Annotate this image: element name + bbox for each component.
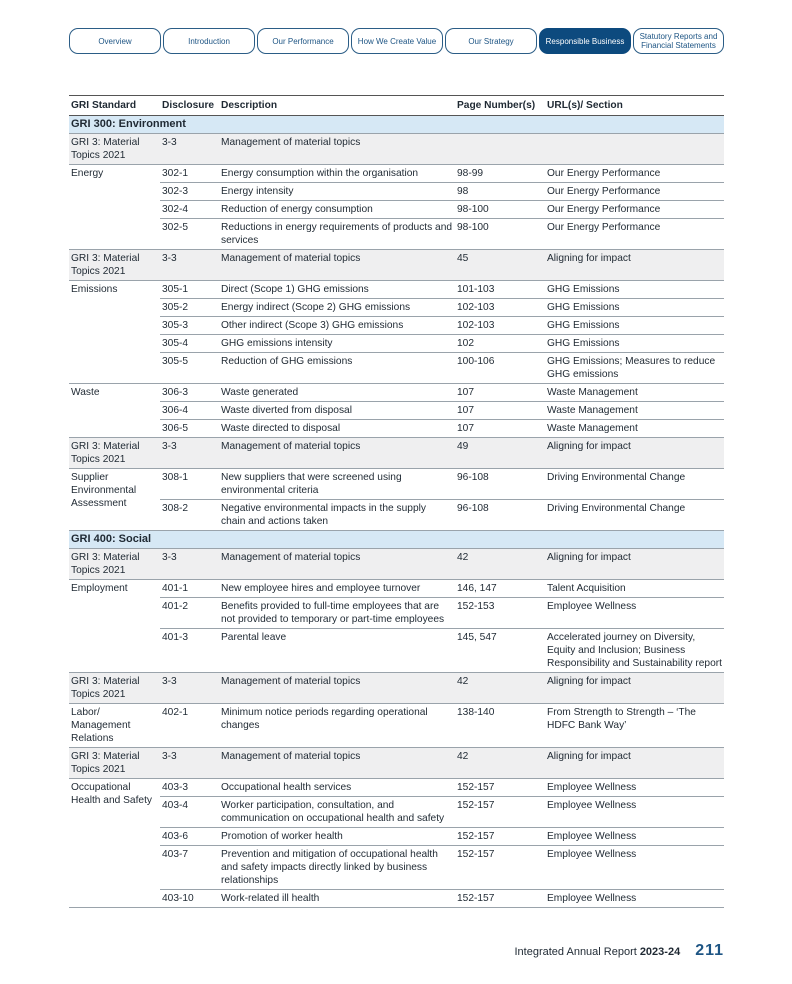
table-row: [69, 353, 724, 384]
cell-url-section: GHG Emissions: [545, 317, 724, 335]
cell-url-section: Employee Wellness: [545, 890, 724, 908]
cell-disclosure: 401-3: [160, 629, 219, 673]
cell-description: Management of material topics: [219, 438, 455, 469]
cell-url-section: Aligning for impact: [545, 549, 724, 580]
cell-description: Minimum notice periods regarding operational changes: [219, 704, 455, 748]
cell-page-numbers: 49: [455, 438, 545, 469]
cell-gri-standard: GRI 3: Material Topics 2021: [69, 438, 160, 469]
table-row: [69, 797, 724, 828]
report-title: Integrated Annual Report: [514, 946, 637, 958]
cell-disclosure: 306-5: [160, 420, 219, 438]
cell-disclosure: 403-3: [160, 779, 219, 797]
cell-description: Management of material topics: [219, 673, 455, 704]
cell-description: Occupational health services: [219, 779, 455, 797]
cell-disclosure: 3-3: [160, 250, 219, 281]
table-row: [69, 281, 724, 299]
table-row: [69, 165, 724, 183]
cell-description: Benefits provided to full-time employees that are not provided to temporary or part-time employees: [219, 598, 455, 629]
cell-description: Energy indirect (Scope 2) GHG emissions: [219, 299, 455, 317]
cell-page-numbers: 138-140: [455, 704, 545, 748]
cell-page-numbers: [455, 134, 545, 165]
cell-description: Work-related ill health: [219, 890, 455, 908]
cell-page-numbers: 98-99: [455, 165, 545, 183]
cell-description: New suppliers that were screened using environmental criteria: [219, 469, 455, 500]
section-nav: [69, 28, 724, 54]
cell-description: Management of material topics: [219, 549, 455, 580]
cell-description: GHG emissions intensity: [219, 335, 455, 353]
nav-tab-responsible-business[interactable]: Responsible Business: [539, 28, 631, 54]
cell-description: Worker participation, consultation, and communication on occupational health and safety: [219, 797, 455, 828]
cell-url-section: Waste Management: [545, 420, 724, 438]
cell-page-numbers: 42: [455, 748, 545, 779]
table-row: [69, 420, 724, 438]
cell-url-section: From Strength to Strength – ‘The HDFC Bank Way’: [545, 704, 724, 748]
cell-gri-standard: Labor/ Management Relations: [69, 704, 160, 748]
cell-url-section: Employee Wellness: [545, 797, 724, 828]
cell-page-numbers: 152-153: [455, 598, 545, 629]
cell-page-numbers: 152-157: [455, 846, 545, 890]
cell-disclosure: 3-3: [160, 673, 219, 704]
cell-page-numbers: 146, 147: [455, 580, 545, 598]
cell-page-numbers: 152-157: [455, 828, 545, 846]
cell-disclosure: 302-3: [160, 183, 219, 201]
cell-url-section: Employee Wellness: [545, 598, 724, 629]
table-row: [69, 384, 724, 402]
cell-page-numbers: 98: [455, 183, 545, 201]
table-header-row: [69, 96, 724, 116]
cell-url-section: Accelerated journey on Diversity, Equity and Inclusion; Business Responsibility and Sustainability report: [545, 629, 724, 673]
cell-page-numbers: 98-100: [455, 219, 545, 250]
table-row: [69, 673, 724, 704]
cell-url-section: GHG Emissions: [545, 335, 724, 353]
table-row: [69, 704, 724, 748]
cell-page-numbers: 102: [455, 335, 545, 353]
table-row: [69, 317, 724, 335]
cell-description: Parental leave: [219, 629, 455, 673]
gri-index-table: [69, 95, 724, 908]
cell-disclosure: 306-4: [160, 402, 219, 420]
table-row: [69, 629, 724, 673]
section-header-row: [69, 531, 724, 549]
cell-disclosure: 302-4: [160, 201, 219, 219]
cell-gri-standard: GRI 3: Material Topics 2021: [69, 549, 160, 580]
cell-disclosure: 401-2: [160, 598, 219, 629]
table-row: [69, 828, 724, 846]
cell-page-numbers: 107: [455, 420, 545, 438]
cell-description: Direct (Scope 1) GHG emissions: [219, 281, 455, 299]
cell-page-numbers: 96-108: [455, 500, 545, 531]
section-title: GRI 300: Environment: [69, 116, 724, 134]
cell-page-numbers: 102-103: [455, 317, 545, 335]
cell-description: Waste generated: [219, 384, 455, 402]
cell-description: New employee hires and employee turnover: [219, 580, 455, 598]
table-row: [69, 183, 724, 201]
cell-gri-standard: Energy: [69, 165, 160, 250]
cell-url-section: Our Energy Performance: [545, 219, 724, 250]
cell-page-numbers: 42: [455, 549, 545, 580]
table-row: [69, 402, 724, 420]
cell-description: Waste diverted from disposal: [219, 402, 455, 420]
table-row: [69, 299, 724, 317]
cell-page-numbers: 98-100: [455, 201, 545, 219]
table-row: [69, 748, 724, 779]
cell-page-numbers: 107: [455, 402, 545, 420]
cell-url-section: Talent Acquisition: [545, 580, 724, 598]
table-row: [69, 335, 724, 353]
table-row: [69, 134, 724, 165]
cell-page-numbers: 152-157: [455, 797, 545, 828]
cell-disclosure: 305-1: [160, 281, 219, 299]
cell-disclosure: 403-7: [160, 846, 219, 890]
nav-tab-introduction[interactable]: Introduction: [163, 28, 255, 54]
table-row: [69, 500, 724, 531]
cell-disclosure: 305-2: [160, 299, 219, 317]
cell-url-section: Aligning for impact: [545, 673, 724, 704]
cell-disclosure: 3-3: [160, 134, 219, 165]
cell-page-numbers: 152-157: [455, 779, 545, 797]
page-number: 211: [695, 942, 724, 959]
table-row: [69, 201, 724, 219]
table-row: [69, 598, 724, 629]
table-row: [69, 469, 724, 500]
cell-page-numbers: 101-103: [455, 281, 545, 299]
cell-url-section: Aligning for impact: [545, 748, 724, 779]
cell-page-numbers: 96-108: [455, 469, 545, 500]
header-url-section: URL(s)/ Section: [545, 96, 724, 116]
section-title: GRI 400: Social: [69, 531, 724, 549]
header-page-numbers: Page Number(s): [455, 96, 545, 116]
cell-gri-standard: Occupational Health and Safety: [69, 779, 160, 908]
cell-description: Prevention and mitigation of occupational health and safety impacts directly linked by business relationships: [219, 846, 455, 890]
table-row: [69, 890, 724, 908]
cell-gri-standard: Supplier Environmental Assessment: [69, 469, 160, 531]
cell-disclosure: 302-5: [160, 219, 219, 250]
header-disclosure: Disclosure: [160, 96, 219, 116]
cell-description: Management of material topics: [219, 748, 455, 779]
table-row: [69, 219, 724, 250]
cell-gri-standard: Employment: [69, 580, 160, 673]
cell-page-numbers: 45: [455, 250, 545, 281]
cell-url-section: Employee Wellness: [545, 846, 724, 890]
cell-description: Management of material topics: [219, 134, 455, 165]
cell-url-section: Our Energy Performance: [545, 165, 724, 183]
table-row: [69, 549, 724, 580]
cell-url-section: GHG Emissions: [545, 281, 724, 299]
cell-disclosure: 403-6: [160, 828, 219, 846]
cell-url-section: Employee Wellness: [545, 828, 724, 846]
cell-description: Reductions in energy requirements of products and services: [219, 219, 455, 250]
cell-description: Energy intensity: [219, 183, 455, 201]
cell-gri-standard: Emissions: [69, 281, 160, 384]
nav-tab-statutory-reports-and-financial-statements[interactable]: Statutory Reports and Financial Statements: [633, 28, 724, 54]
header-gri-standard: GRI Standard: [69, 96, 160, 116]
cell-description: Promotion of worker health: [219, 828, 455, 846]
table-row: [69, 846, 724, 890]
cell-disclosure: 305-3: [160, 317, 219, 335]
cell-disclosure: 3-3: [160, 748, 219, 779]
cell-url-section: Our Energy Performance: [545, 201, 724, 219]
nav-tab-our-performance[interactable]: Our Performance: [257, 28, 349, 54]
cell-gri-standard: GRI 3: Material Topics 2021: [69, 134, 160, 165]
cell-disclosure: 402-1: [160, 704, 219, 748]
cell-page-numbers: 102-103: [455, 299, 545, 317]
cell-disclosure: 306-3: [160, 384, 219, 402]
cell-disclosure: 403-4: [160, 797, 219, 828]
table-row: [69, 580, 724, 598]
page-footer: [515, 942, 725, 960]
header-description: Description: [219, 96, 455, 116]
nav-tab-how-we-create-value[interactable]: How We Create Value: [351, 28, 443, 54]
cell-url-section: Our Energy Performance: [545, 183, 724, 201]
cell-gri-standard: Waste: [69, 384, 160, 438]
table-row: [69, 250, 724, 281]
cell-disclosure: 302-1: [160, 165, 219, 183]
cell-url-section: GHG Emissions; Measures to reduce GHG emissions: [545, 353, 724, 384]
nav-tab-our-strategy[interactable]: Our Strategy: [445, 28, 537, 54]
cell-description: Energy consumption within the organisation: [219, 165, 455, 183]
section-header-row: [69, 116, 724, 134]
cell-url-section: Driving Environmental Change: [545, 469, 724, 500]
cell-url-section: Waste Management: [545, 384, 724, 402]
cell-disclosure: 403-10: [160, 890, 219, 908]
cell-url-section: GHG Emissions: [545, 299, 724, 317]
cell-url-section: Aligning for impact: [545, 438, 724, 469]
cell-page-numbers: 42: [455, 673, 545, 704]
cell-disclosure: 3-3: [160, 438, 219, 469]
nav-tab-overview[interactable]: Overview: [69, 28, 161, 54]
cell-page-numbers: 152-157: [455, 890, 545, 908]
cell-description: Negative environmental impacts in the supply chain and actions taken: [219, 500, 455, 531]
cell-url-section: Driving Environmental Change: [545, 500, 724, 531]
cell-disclosure: 308-2: [160, 500, 219, 531]
cell-page-numbers: 107: [455, 384, 545, 402]
table-row: [69, 779, 724, 797]
cell-disclosure: 305-4: [160, 335, 219, 353]
cell-url-section: Employee Wellness: [545, 779, 724, 797]
cell-gri-standard: GRI 3: Material Topics 2021: [69, 748, 160, 779]
cell-url-section: [545, 134, 724, 165]
cell-description: Reduction of energy consumption: [219, 201, 455, 219]
cell-page-numbers: 100-106: [455, 353, 545, 384]
cell-page-numbers: 145, 547: [455, 629, 545, 673]
cell-disclosure: 308-1: [160, 469, 219, 500]
cell-url-section: Aligning for impact: [545, 250, 724, 281]
report-year: 2023-24: [639, 946, 681, 958]
cell-disclosure: 3-3: [160, 549, 219, 580]
cell-description: Other indirect (Scope 3) GHG emissions: [219, 317, 455, 335]
cell-description: Reduction of GHG emissions: [219, 353, 455, 384]
table-row: [69, 438, 724, 469]
cell-disclosure: 305-5: [160, 353, 219, 384]
cell-gri-standard: GRI 3: Material Topics 2021: [69, 250, 160, 281]
cell-gri-standard: GRI 3: Material Topics 2021: [69, 673, 160, 704]
cell-description: Management of material topics: [219, 250, 455, 281]
cell-url-section: Waste Management: [545, 402, 724, 420]
cell-disclosure: 401-1: [160, 580, 219, 598]
cell-description: Waste directed to disposal: [219, 420, 455, 438]
